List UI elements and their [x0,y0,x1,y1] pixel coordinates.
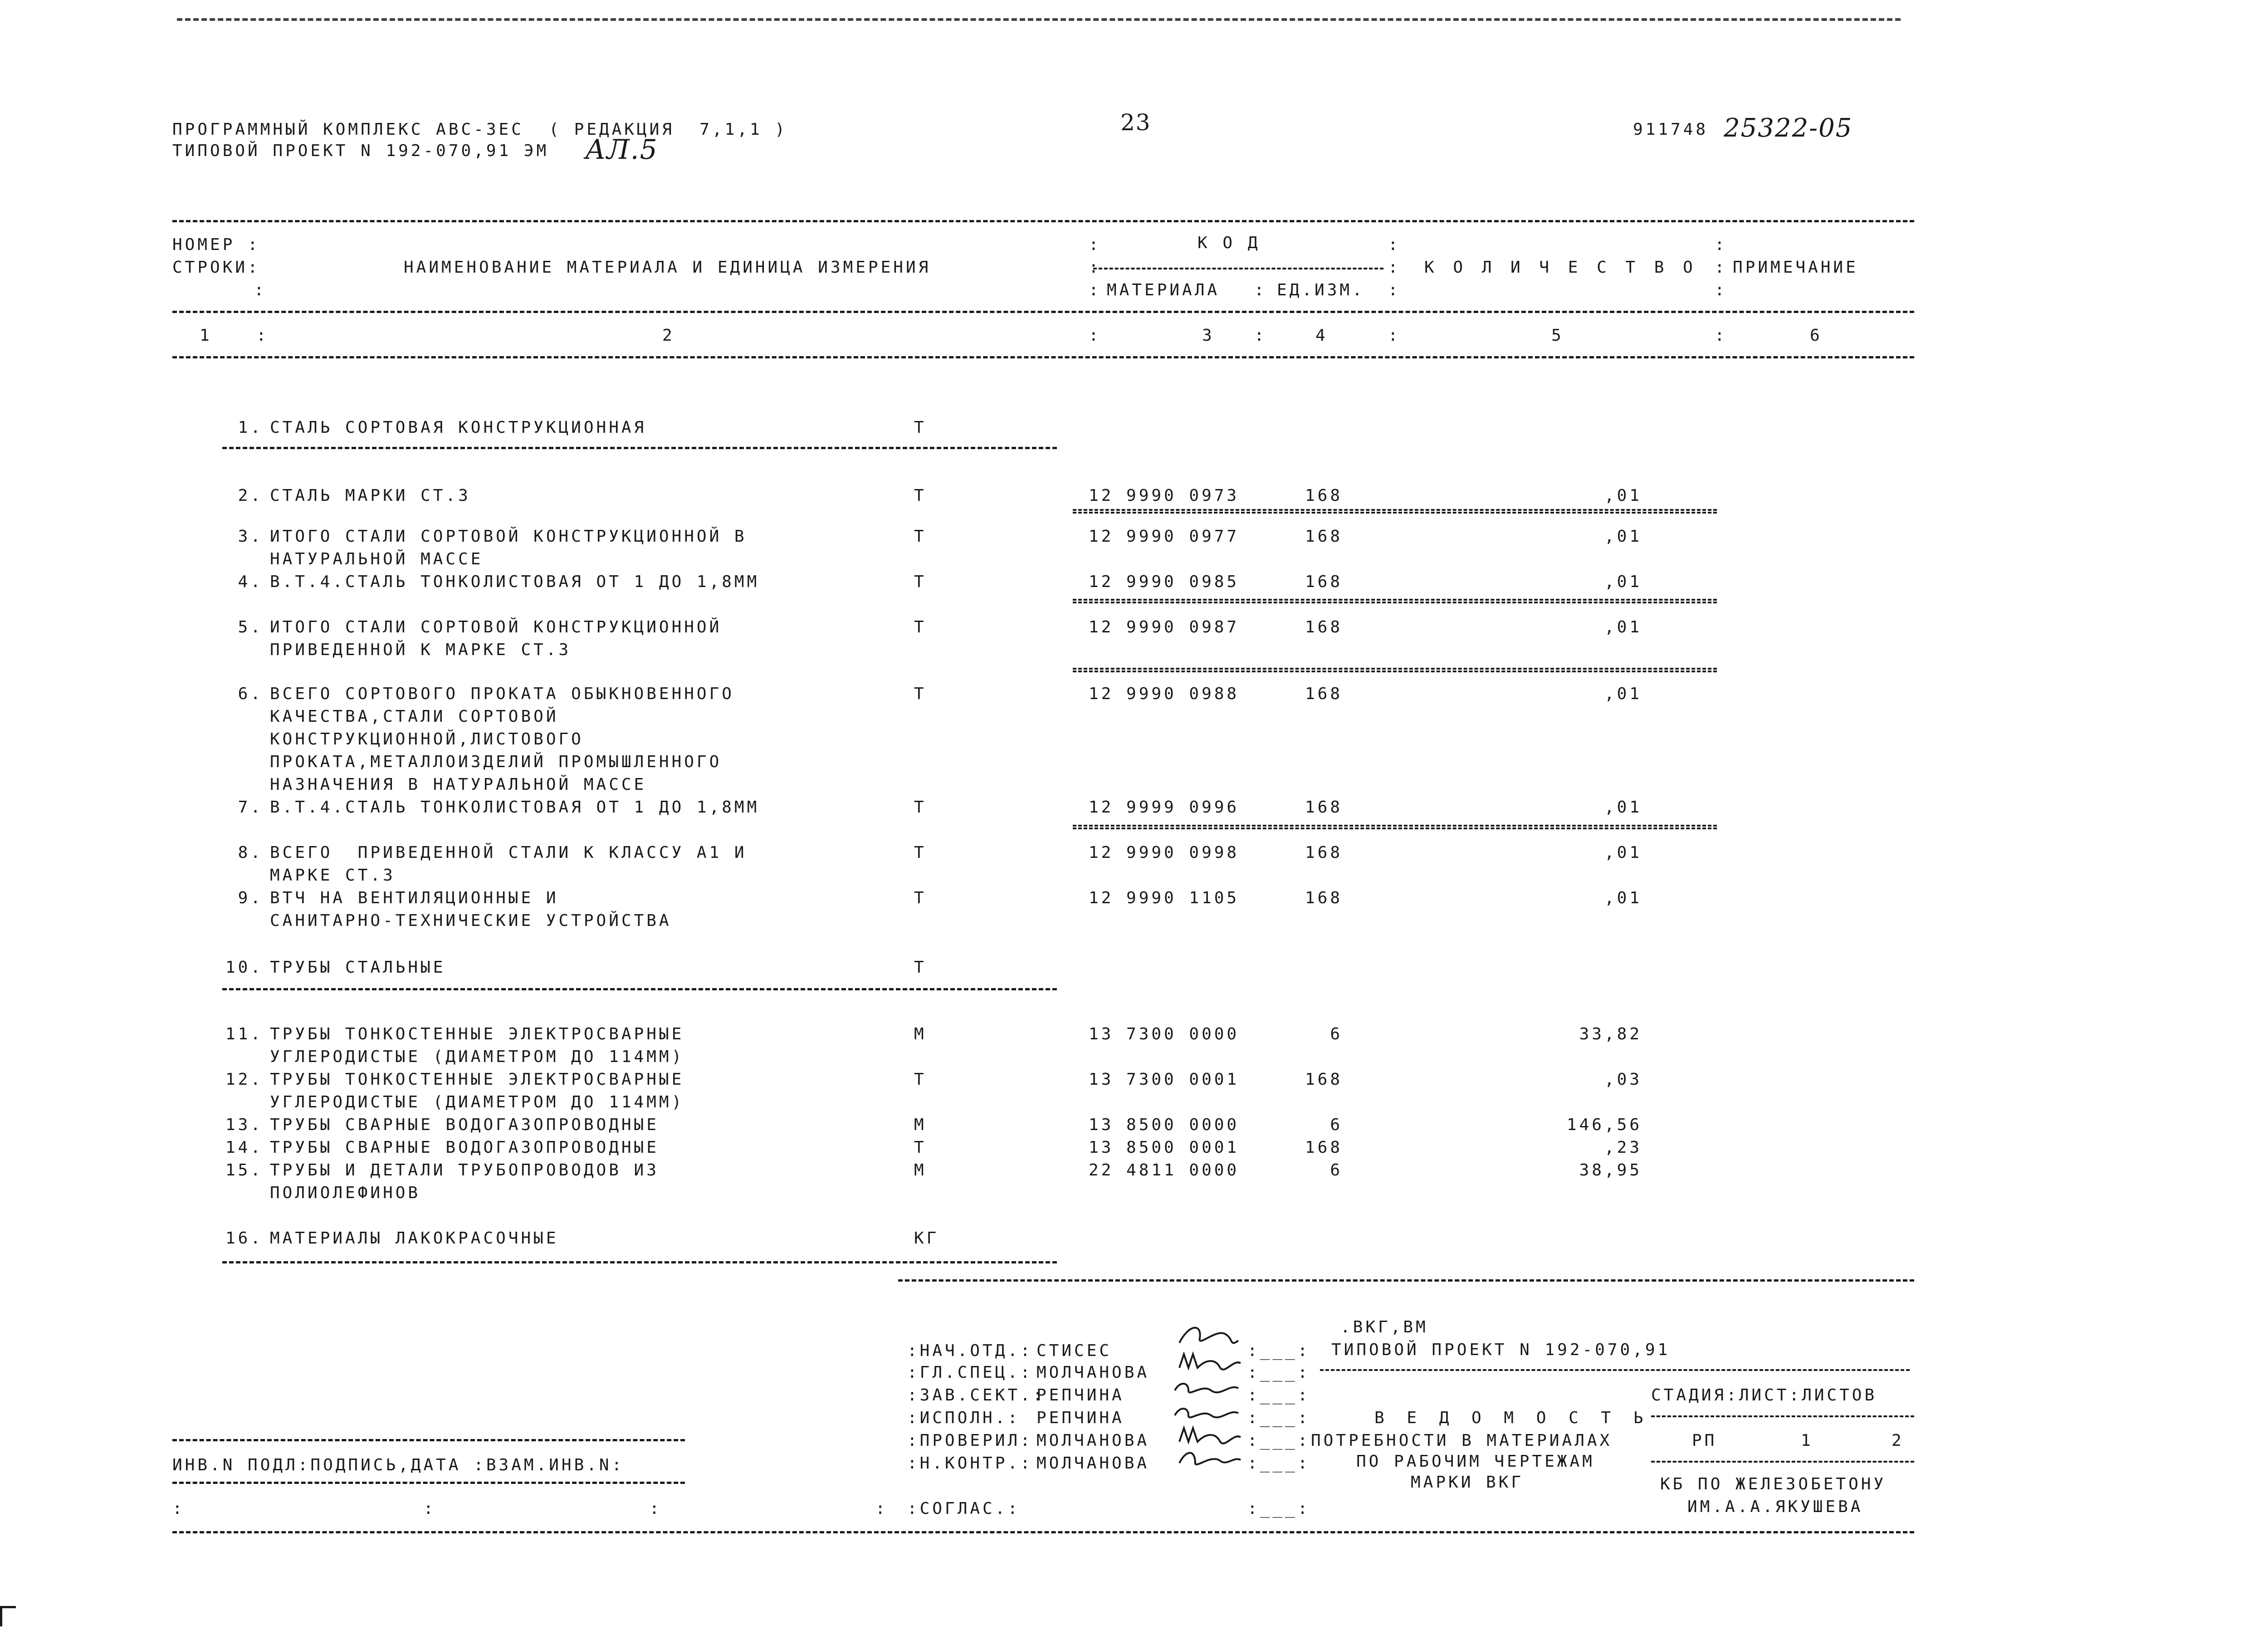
material-name-line: В.Т.4.СТАЛЬ ТОНКОЛИСТОВАЯ ОТ 1 ДО 1,8ММ [270,798,760,817]
row-number: 16. [225,1229,263,1248]
material-name-line: ИТОГО СТАЛИ СОРТОВОЙ КОНСТРУКЦИОННОЙ [270,618,722,636]
col-code-colon-l2: : [1089,258,1101,277]
material-name-line: ИТОГО СТАЛИ СОРТОВОЙ КОНСТРУКЦИОННОЙ В [270,527,747,546]
unit-label: М [914,1161,927,1180]
stamp-title-line4: МАРКИ ВКГ [1411,1473,1524,1492]
stamp-role: :ИСПОЛН.: [907,1409,1021,1427]
stamp-project: ТИПОВОЙ ПРОЕКТ N 192-070,91 [1331,1341,1671,1359]
material-name-line: ТРУБЫ СВАРНЫЕ ВОДОГАЗОПРОВОДНЫЕ [270,1116,659,1134]
row-number: 2. [238,486,263,505]
section-rule-10 [222,988,1057,990]
col-num-top: НОМЕР : [172,235,260,254]
material-name-line: ТРУБЫ И ДЕТАЛИ ТРУБОПРОВОДОВ ИЗ [270,1161,659,1180]
row-number: 1. [238,418,263,437]
material-name-line: КАЧЕСТВА,СТАЛИ СОРТОВОЙ [270,707,559,726]
unit-code: 168 [1305,1070,1343,1089]
signature-icon [1175,1320,1243,1352]
stamp-role: :ПРОВЕРИЛ: [907,1431,1033,1450]
quantity-value: ,01 [1604,486,1642,505]
quantity-value: ,01 [1604,573,1642,591]
material-code: 13 7300 0001 [1089,1070,1240,1089]
col-index-sep2: : [1089,326,1101,345]
unit-label: Т [914,418,927,437]
material-name-line: МАТЕРИАЛЫ ЛАКОКРАСОЧНЫЕ [270,1229,559,1248]
unit-code: 168 [1305,486,1343,505]
header-rule [172,311,1914,313]
material-name-line: СТАЛЬ СОРТОВАЯ КОНСТРУКЦИОННАЯ [270,418,647,437]
quantity-value: 146,56 [1566,1116,1642,1134]
unit-label: М [914,1025,927,1043]
stamp-role: :СОГЛАС.: [907,1499,1021,1518]
stamp-role: :ЗАВ.СЕКТ.: [907,1386,1046,1405]
unit-code: 168 [1305,1138,1343,1157]
stamp-stage-header: СТАДИЯ:ЛИСТ:ЛИСТОВ [1651,1386,1877,1405]
col-code-sep: : [1254,281,1267,299]
unit-code: 168 [1305,618,1343,636]
material-code: 22 4811 0000 [1089,1161,1240,1180]
col-index-sep4: : [1388,326,1401,345]
row-number: 13. [225,1116,263,1134]
stamp-project-rule [1320,1369,1910,1371]
stamp-title-line3: ПО РАБОЧИМ ЧЕРТЕЖАМ [1356,1452,1595,1471]
total-separator [1073,599,1717,603]
signature-icon [1175,1424,1243,1449]
unit-code: 168 [1305,685,1343,703]
unit-label: М [914,1116,927,1134]
quantity-value: ,01 [1604,843,1642,862]
program-line: ПРОГРАММНЫЙ КОМПЛЕКС АВС-3ЕС ( РЕДАКЦИЯ 7,1,1 ) [172,120,788,139]
unit-label: Т [914,685,927,703]
unit-code: 168 [1305,843,1343,862]
material-code: 12 9990 0988 [1089,685,1240,703]
unit-label: Т [914,798,927,817]
material-name-line: ТРУБЫ СВАРНЫЕ ВОДОГАЗОПРОВОДНЫЕ [270,1138,659,1157]
stamp-person: РЕПЧИНА [1036,1386,1124,1405]
row-number: 8. [238,843,263,862]
row-number: 4. [238,573,263,591]
stamp-cell-separators: :___: [1247,1341,1310,1360]
unit-code: 168 [1305,798,1343,817]
quantity-value: ,03 [1604,1070,1642,1089]
material-code: 12 9990 0973 [1089,486,1240,505]
row-number: 7. [238,798,263,817]
unit-label: Т [914,958,927,977]
corner-mark [0,1606,16,1626]
material-name-line: ТРУБЫ СТАЛЬНЫЕ [270,958,446,977]
left-stamp-cells: : : : : [172,1499,888,1518]
material-name-line: ПРОКАТА,МЕТАЛЛОИЗДЕЛИЙ ПРОМЫШЛЕННОГО [270,753,722,771]
material-name-line: НАТУРАЛЬНОЙ МАССЕ [270,550,484,568]
signature-icon [1170,1377,1243,1400]
stamp-cell-separators: :___: [1247,1409,1310,1427]
stamp-person: МОЛЧАНОВА [1036,1454,1150,1473]
row-number: 15. [225,1161,263,1180]
unit-label: Т [914,486,927,505]
col-num-bottom: СТРОКИ: [172,258,260,277]
unit-code: 168 [1305,527,1343,546]
material-name-line: В.Т.4.СТАЛЬ ТОНКОЛИСТОВАЯ ОТ 1 ДО 1,8ММ [270,573,760,591]
material-name-line: ПОЛИОЛЕФИНОВ [270,1184,421,1202]
material-code: 13 8500 0000 [1089,1116,1240,1134]
col-code-divider [1093,268,1383,269]
unit-label: Т [914,843,927,862]
material-code: 12 9990 1105 [1089,889,1240,907]
section-rule-1 [222,447,1057,449]
col-code-colon-l3: : [1089,281,1101,299]
material-code: 12 9990 0985 [1089,573,1240,591]
signature-icon [1175,1350,1243,1375]
col-index-4: 4 [1315,326,1328,345]
doc-number-printed: 911748 [1633,120,1709,139]
material-name-line: МАРКЕ СТ.3 [270,866,396,885]
signature-icon [1175,1447,1243,1470]
unit-code: 168 [1305,889,1343,907]
stamp-person: МОЛЧАНОВА [1036,1431,1150,1450]
stamp-top-rule [898,1279,1914,1282]
col-note-colon-3: : [1715,281,1727,299]
stamp-stage-rule [1651,1415,1914,1417]
material-name-line: НАЗНАЧЕНИЯ В НАТУРАЛЬНОЙ МАССЕ [270,775,647,794]
unit-code: 6 [1330,1025,1343,1043]
col-index-1: 1 [200,326,212,345]
material-code: 13 8500 0001 [1089,1138,1240,1157]
project-line: ТИПОВОЙ ПРОЕКТ N 192-070,91 ЭМ [172,142,549,160]
col-index-sep3: : [1254,326,1267,345]
col-note-header: ПРИМЕЧАНИЕ [1733,258,1858,277]
stamp-sheets: 2 [1892,1431,1904,1450]
col-code-group: К О Д [1198,234,1261,252]
total-separator [1073,509,1717,514]
unit-label: Т [914,889,927,907]
stamp-title-line2: ПОТРЕБНОСТИ В МАТЕРИАЛАХ [1311,1431,1613,1450]
stamp-bottom-rule [172,1531,1914,1533]
quantity-value: ,23 [1604,1138,1642,1157]
col-code-colon-r3: : [1388,281,1401,299]
quantity-value: ,01 [1604,527,1642,546]
col-index-2: 2 [662,326,675,345]
row-number: 14. [225,1138,263,1157]
unit-code: 168 [1305,573,1343,591]
stamp-role: :Н.КОНТР.: [907,1454,1033,1473]
material-name-line: ТРУБЫ ТОНКОСТЕННЫЕ ЭЛЕКТРОСВАРНЫЕ [270,1070,684,1089]
col-num-colon: : [254,281,267,299]
stamp-cell-separators: :___: [1247,1386,1310,1405]
unit-label: Т [914,573,927,591]
left-stamp-mid-rule [172,1482,685,1484]
material-name-line: СТАЛЬ МАРКИ СТ.3 [270,486,471,505]
unit-label: Т [914,618,927,636]
table-top-rule [172,220,1914,222]
unit-label: Т [914,1138,927,1157]
col-name-header: НАИМЕНОВАНИЕ МАТЕРИАЛА И ЕДИНИЦА ИЗМЕРЕНИЯ [404,258,931,277]
col-quantity-header: К О Л И Ч Е С Т В О [1424,258,1697,277]
material-name-line: ВСЕГО ПРИВЕДЕННОЙ СТАЛИ К КЛАССУ А1 И [270,843,747,862]
unit-code: 6 [1330,1161,1343,1180]
stamp-title-line1: В Е Д О М О С Т Ь [1374,1409,1650,1427]
total-separator [1073,825,1717,829]
total-separator [1073,668,1717,672]
material-name-line: ВСЕГО СОРТОВОГО ПРОКАТА ОБЫКНОВЕННОГО [270,685,734,703]
row-number: 6. [238,685,263,703]
col-code-material: МАТЕРИАЛА [1107,281,1220,299]
col-code-unit: ЕД.ИЗМ. [1277,281,1365,299]
stamp-stage-rule-2 [1651,1461,1914,1463]
material-name-line: ВТЧ НА ВЕНТИЛЯЦИОННЫЕ И [270,889,559,907]
quantity-value: ,01 [1604,798,1642,817]
stamp-role: :ГЛ.СПЕЦ.: [907,1363,1033,1382]
left-stamp-header: ИНВ.N ПОДЛ:ПОДПИСЬ,ДАТА :ВЗАМ.ИНВ.N: [172,1456,625,1474]
stamp-cell-separators: :___: [1247,1363,1310,1382]
index-rule [172,356,1914,358]
doc-number-handwritten: 25322-05 [1724,113,1853,143]
unit-label: Т [914,527,927,546]
stamp-cell-separators: :___: [1247,1454,1310,1473]
row-number: 10. [225,958,263,977]
stamp-stage: РП [1692,1431,1717,1450]
material-code: 13 7300 0000 [1089,1025,1240,1043]
stamp-person: СТИСЕС [1036,1341,1112,1360]
quantity-value: ,01 [1604,685,1642,703]
stamp-sheet: 1 [1801,1431,1813,1450]
row-number: 5. [238,618,263,636]
project-handwritten: АЛ.5 [585,134,658,166]
material-name-line: УГЛЕРОДИСТЫЕ (ДИАМЕТРОМ ДО 114ММ) [270,1093,684,1111]
material-name-line: ТРУБЫ ТОНКОСТЕННЫЕ ЭЛЕКТРОСВАРНЫЕ [270,1025,684,1043]
left-stamp-top-rule [172,1439,685,1441]
col-code-colon-r2: : [1388,258,1401,277]
row-number: 11. [225,1025,263,1043]
unit-label: КГ [914,1229,939,1248]
material-name-line: УГЛЕРОДИСТЫЕ (ДИАМЕТРОМ ДО 114ММ) [270,1048,684,1066]
stamp-org-line1: КБ ПО ЖЕЛЕЗОБЕТОНУ [1660,1475,1887,1493]
stamp-person: МОЛЧАНОВА [1036,1363,1150,1382]
material-name-line: КОНСТРУКЦИОННОЙ,ЛИСТОВОГО [270,730,584,749]
col-code-colon-l1: : [1089,235,1101,254]
quantity-value: ,01 [1604,889,1642,907]
stamp-org-line2: ИМ.А.А.ЯКУШЕВА [1687,1498,1863,1516]
material-code: 12 9990 0977 [1089,527,1240,546]
stamp-section-code: .ВКГ,ВМ [1340,1318,1428,1336]
material-name-line: ПРИВЕДЕННОЙ К МАРКЕ СТ.3 [270,641,572,659]
row-number: 9. [238,889,263,907]
stamp-person: РЕПЧИНА [1036,1409,1124,1427]
top-dash-strip [177,18,1901,21]
row-number: 12. [225,1070,263,1089]
section-rule-16 [222,1261,1057,1263]
quantity-value: 38,95 [1579,1161,1642,1180]
stamp-role: :НАЧ.ОТД.: [907,1341,1033,1360]
signature-icon [1170,1402,1243,1425]
stamp-cell-separators: :___: [1247,1431,1310,1450]
col-index-sep5: : [1715,326,1727,345]
quantity-value: 33,82 [1579,1025,1642,1043]
col-index-5: 5 [1551,326,1564,345]
material-code: 12 9990 0998 [1089,843,1240,862]
unit-label: Т [914,1070,927,1089]
quantity-value: ,01 [1604,618,1642,636]
col-index-sep1: : [256,326,269,345]
material-code: 12 9999 0996 [1089,798,1240,817]
col-note-colon-2: : [1715,258,1727,277]
material-name-line: САНИТАРНО-ТЕХНИЧЕСКИЕ УСТРОЙСТВА [270,911,672,930]
page-number: 23 [1120,109,1151,136]
col-code-colon-r1: : [1388,235,1401,254]
row-number: 3. [238,527,263,546]
material-code: 12 9990 0987 [1089,618,1240,636]
unit-code: 6 [1330,1116,1343,1134]
col-index-3: 3 [1202,326,1215,345]
col-note-colon-1: : [1715,235,1727,254]
col-index-6: 6 [1810,326,1823,345]
stamp-cell-separators: :___: [1247,1499,1310,1518]
